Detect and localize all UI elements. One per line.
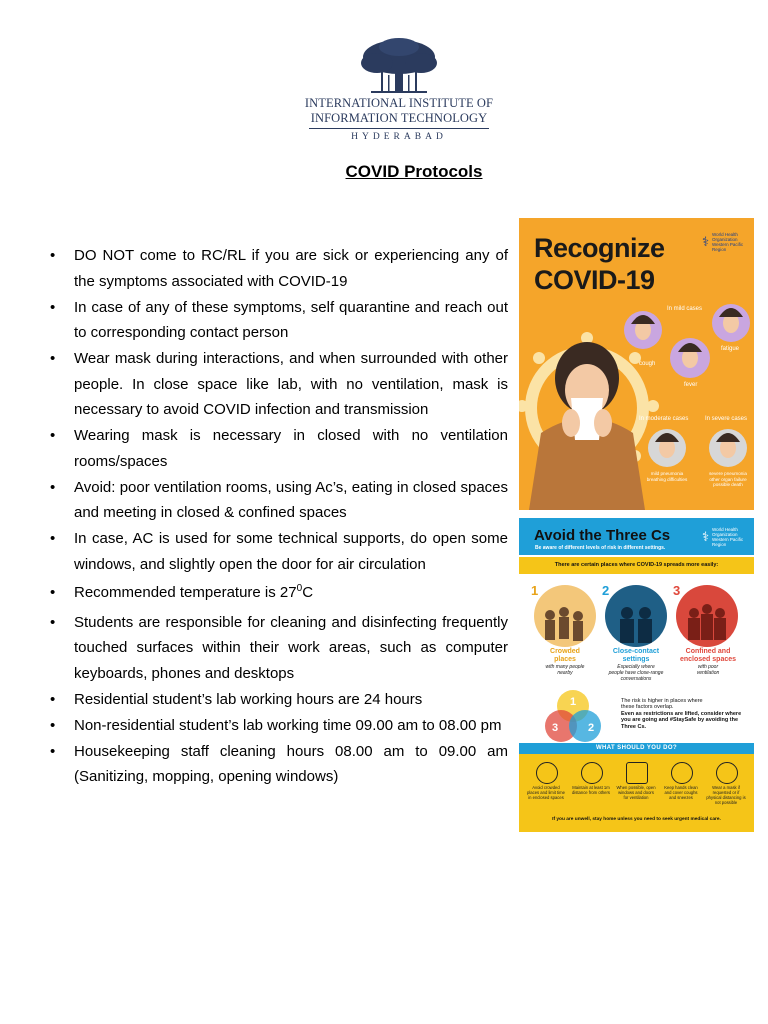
protocol-item: • Students are responsible for cleaning and disinfecting frequently touched surfaces within their work areas, such as computer keyboards, phones and desktops [50,610,508,687]
crowded-title-2: places [554,655,576,663]
venn-text-2: these factors overlap. [621,704,674,711]
venn-text-1: The risk is higher in places where [621,698,703,704]
protocol-item: • Wearing mask is necessary in closed with no ventilation rooms/spaces [50,423,508,474]
logo-divider [309,128,489,129]
what-should-you-do-heading: WHAT SHOULD YOU DO? [519,743,754,754]
item-number-3: 3 [673,583,681,598]
recognize-covid-poster [519,218,754,510]
venn-number-2: 2 [587,722,595,734]
action-text: When possible, open windows and doors for ventilation [616,785,656,800]
crowded-title-1: Crowded [550,648,580,655]
protocol-item-temperature [50,580,508,606]
logo-institute-line: INTERNATIONAL INSTITUTE OF [304,96,494,110]
open-window-icon [626,762,648,784]
who-line1: World Health [712,232,738,237]
institute-logo [303,33,495,151]
who-emblem-icon: ⚕ [701,529,709,544]
confined-sub-2: ventilation [696,670,720,676]
severe-symptom-2: other organ failure [709,476,747,482]
close-contact-title-1: Close-contact [612,648,660,655]
venn-explanation [621,698,747,730]
who-line2: Organization [712,237,738,242]
who-line2: Organization [712,532,738,537]
close-contact-caption [599,648,673,663]
confined-title-1: Confined and [685,648,731,655]
item-number-2: 2 [602,583,610,598]
moderate-symptom-2: breathing difficulties [646,476,688,482]
protocol-item: • Avoid: poor ventilation rooms, using Ac’s, eating in closed spaces and meeting in closed & confined spaces [50,475,508,526]
three-cs-venn-diagram [531,688,611,746]
confined-subcaption [671,664,745,676]
confined-spaces-illustration [676,585,738,647]
cough-label: cough [639,361,656,367]
action-text: Maintain at least 1m distance from others [572,785,610,795]
protocol-item: • DO NOT come to RC/RL if you are sick or experiencing any of the symptoms associated with COVID-19 [50,243,508,294]
logo-technology-line: INFORMATION TECHNOLOGY [310,111,488,125]
poster-footer: If you are unwell, stay home unless you need to seek urgent medical care. [552,817,721,822]
close-contact-illustration [605,585,667,647]
protocol-list [50,243,508,790]
who-logo [702,527,746,547]
moderate-cases-label: In moderate cases [639,416,689,422]
venn-number-3: 3 [551,722,559,734]
item-number-1: 1 [531,583,539,598]
moderate-symptom-1: mild pneumonia [650,471,684,476]
poster-title [534,232,665,296]
crowded-subcaption [528,664,602,676]
venn-text-3: Even as restrictions are lifted, consider where you are going and #StaySafe by avoiding the Three Cs. [621,710,742,730]
action-text: Avoid crowded places and limit time in enclosed spaces [527,785,565,800]
crowded-places-illustration [534,585,596,647]
who-line3: Western Pacific Region [712,242,744,252]
protocol-item: • Residential student’s lab working hours are 24 hours [50,687,508,713]
temperature-text: Recommended temperature is 27 [74,584,297,601]
poster-subtitle: Be aware of different levels of risk in different settings. [535,545,666,551]
action-text: Keep hands clean and cover coughs and sneezes [664,785,698,800]
poster-title-line1: Recognize [534,233,665,263]
crowded-sub-1: with many people [545,664,585,670]
mild-cases-label: In mild cases [667,306,703,312]
moderate-symptoms [639,471,695,482]
poster-title: Avoid the Three Cs [534,527,671,544]
close-contact-sub-2: people have close-range conversations [608,670,664,682]
who-line1: World Health [712,527,738,532]
banyan-tree-icon [359,37,439,97]
close-contact-title-2: settings [622,655,650,663]
spread-band: There are certain places where COVID-19 spreads more easily: [519,557,754,574]
severe-symptom-1: severe pneumonia [709,471,747,476]
distance-icon [581,762,603,784]
protocol-item: • In case, AC is used for some technical supports, do open some windows, and slightly open the door for air circulation [50,526,508,577]
logo-city: HYDERABAD [351,132,447,142]
crowded-caption [528,648,602,663]
mask-icon [716,762,738,784]
confined-title-2: enclosed spaces [679,655,737,663]
fever-label: fever [684,382,698,388]
avoid-crowds-icon [536,762,558,784]
severe-symptoms [700,471,754,488]
severe-cases-label: In severe cases [705,416,748,422]
confined-sub-1: with poor [697,664,719,670]
crowded-sub-2: nearby [557,670,573,676]
venn-number-1: 1 [569,696,577,708]
fatigue-label: fatigue [721,346,740,352]
severe-symptom-3: possible death [713,482,743,487]
temperature-superscript: 0 [296,583,303,594]
page-title: COVID Protocols [345,162,483,181]
close-contact-subcaption [599,664,673,682]
who-logo [702,232,746,252]
wash-hands-icon [671,762,693,784]
temperature-unit: C [302,584,314,601]
action-text: Wear a mask if requested or if physical distancing is not possible [706,785,746,805]
protocol-item: • Housekeeping staff cleaning hours 08.00 am to 09.00 am (Sanitizing, mopping, opening windows) [50,739,508,790]
three-cs-poster [519,518,754,832]
what-should-you-do-section [519,743,754,832]
protocol-item: • In case of any of these symptoms, self quarantine and reach out to corresponding contact person [50,295,508,346]
protocol-item: • Non-residential student’s lab working time 09.00 am to 08.00 pm [50,713,508,739]
who-text [712,527,746,547]
who-text [712,232,746,252]
who-line3: Western Pacific Region [712,537,744,547]
close-contact-sub-1: Especially where [617,664,655,670]
protocol-item: • Wear mask during interactions, and when surrounded with other people. In close space like lab, with no ventilation, mask is necessary to avoid COVID infection and transmission [50,346,508,423]
who-emblem-icon: ⚕ [701,234,709,249]
poster-title-line2: COVID-19 [534,265,655,295]
confined-caption [671,648,745,663]
poster-header [519,518,754,555]
